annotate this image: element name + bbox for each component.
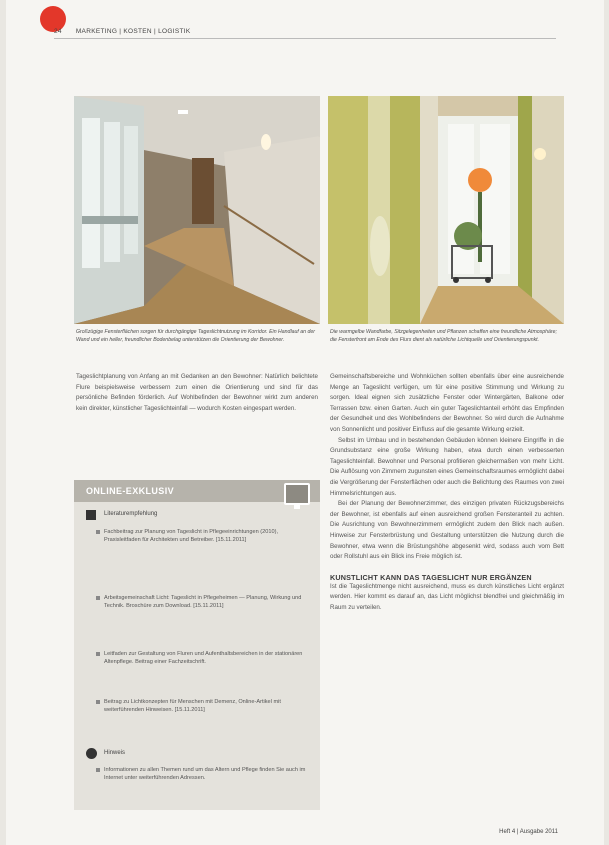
literature-label: Literaturempfehlung [104,511,158,517]
page-number: 24 [54,28,62,35]
reference-item[interactable]: Fachbeitrag zur Planung von Tageslicht in Pflegeeinrichtungen (2010), Praxisleitfaden für Architekten und Betreiber. [15.11.2011] [104,528,310,545]
paragraph: Selbst im Umbau und in bestehenden Gebäuden können kleinere Eingriffe in die Grundsubstanz eine große Wirkung haben, etwa durch einen verbesserten Tageslichteinfall. Bewohner und Personal profitieren gleichermaßen von mehr Licht. Die Auflösung von Zimmern zugunsten eines Gemeinschaftsraumes ermöglicht dabei die Vergrößerung der Fensterflächen oder auch die Belichtung des Raumes von zwei Himmelsrichtungen aus. [330,436,564,497]
paragraph: Gemeinschaftsbereiche und Wohnküchen sollten ebenfalls über eine ausreichende Menge an Tageslicht verfügen, um für eine positive Stimmung und Wirkung zu sorgen. Ideal eignen sich zusätzliche Fenster oder Wintergärten, Balkone oder Terrassen bzw. einen Garten. Auch ein guter Tageslichtanteil erhöht das Empfinden der Gesundheit und des Wohlbefindens der Bewohner. So wird durch die Aufnahme von Sonnenlicht und positiver Einfluss auf die gesamte Wirkung erzielt. [330,373,564,433]
monitor-icon [284,483,310,505]
reference-item[interactable]: Arbeitsgemeinschaft Licht: Tageslicht in Pflegeheimen — Planung, Wirkung und Technik. Broschüre zum Download. [15.11.2011] [104,594,310,611]
magazine-page [6,0,604,845]
intro-text: Tageslichtplanung von Anfang an mit Gedanken an den Bewohner: Natürlich belichtete Flure beispielsweise verbessern zum einen die Orientierung und sind für das persönliche Befinden förderlich. Auf Wohlbefinden der Bewohner wirkt zum anderen kein direkter, künstlicher Tageslichteinfall — wodurch Kosten eingespart werden. [76,373,318,412]
header-divider [54,38,556,39]
caption-right: Die warmgelbe Wandfarbe, Sitzgelegenheiten und Pflanzen schaffen eine freundliche Atmosphäre; die Fensterfront am Ende des Flurs dient als natürliche Lichtquelle und Orientierungspunkt. [330,329,557,343]
paragraph: Bei der Planung der Bewohnerzimmer, des einzigen privaten Rückzugsbereichs der Bewohner, ist ebenfalls auf einen ausreichend großen Fensteranteil zu achten. Die Ausrichtung von Bewohnerzimmern ermöglicht zudem den Blick nach außen. Hinweise zur Fensterbrüstung und Gestaltung unterstützen die Nutzung durch die Bewohner, etwa wenn die Brüstungshöhe abgesenkt wird, sodass auch vom Bett oder Rollstuhl aus ein Blick ins Freie möglich ist. [330,500,564,561]
tip-icon [86,748,97,759]
box-header [74,480,320,502]
paragraph: Ist die Tageslichtmenge nicht ausreichend, muss es durch künstliches Licht ergänzt werden. Hier kommt es darauf an, das Licht möglichst blendfrei und gleichmäßig im Raum zu verteilen. [330,582,564,611]
literature-icon [86,510,96,520]
subheading: KUNSTLICHT KANN DAS TAGESLICHT NUR ERGÄNZEN [330,572,532,582]
reference-item[interactable]: Beitrag zu Lichtkonzepten für Menschen mit Demenz, Online-Artikel mit weiterführenden Hinweisen. [15.11.2011] [104,698,310,715]
corridor-photo-right [328,96,564,324]
corridor-photo-left [74,96,320,324]
reference-item[interactable]: Leitfaden zur Gestaltung von Fluren und Aufenthaltsbereichen in der stationären Altenpflege. Beitrag einer Fachzeitschrift. [104,650,310,667]
page-footer: Heft 4 | Ausgabe 2011 [499,829,558,835]
box-title: ONLINE-EXKLUSIV [86,486,175,496]
tip-label: Hinweis [104,750,126,756]
caption-left: Großzügige Fensterflächen sorgen für durchgängige Tageslichtnutzung im Korridor. Ein Handlauf an der Wand und ein heller, freundlicher Bodenbelag unterstützen die Orientierung der Bewohner. [76,329,315,343]
section-title: MARKETING | KOSTEN | LOGISTIK [75,28,191,35]
right-column [330,372,564,613]
online-exclusive-box [74,480,320,810]
page-header [54,28,191,35]
tip-text: Informationen zu allen Themen rund um das Altern und Pflege finden Sie auch im Internet unter weiterführenden Adressen. [104,766,310,783]
